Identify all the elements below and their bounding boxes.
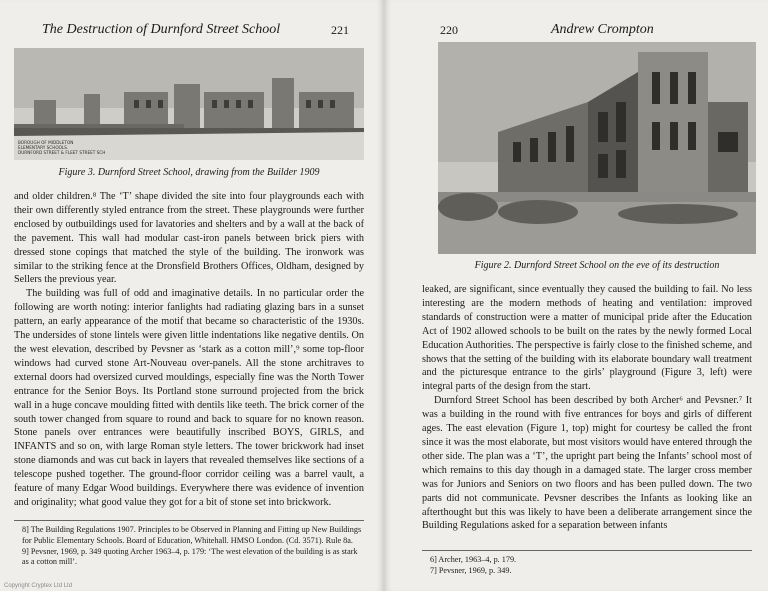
copyright-credit: Copyright Cryptex Ltd Ltd bbox=[4, 583, 73, 589]
figure-2-photo bbox=[438, 42, 756, 254]
right-paragraph-1: leaked, are significant, since eventually they caused the building to fail. No less interesting are the modern methods of heating and ventilation: improved standards of construction were a matter of municipal pride after the Education Act of 1902 allowed schools to be built on the rates by the newly formed Local Education Authorities. The perspective is fairly close to the finished scheme, and shows that the setting of the building with its elaborate boundary wall treatment and the picturesque entrance to the girls’ playground (Figure 3, left) were integral parts of the design from the start. bbox=[422, 284, 752, 393]
left-paragraph-1: and older children.⁸ The ‘T’ shape divided the site into four playgrounds each with their own differently styled entrance from the street. These playgrounds were further enclosed by outbuildings used for lavatories and shelters and by a wall at the back of the pavement. This wall had modular cast-iron panels between brick piers with dressed stone copings that matched the style of the building. The ironwork was similar to the striking fence at the Dronsfield Brothers Offices, Oldham, designed by Sellers the previous year. bbox=[14, 191, 364, 286]
drawing-plate-text: BOROUGH OF MIDDLETON ELEMENTARY SCHOOLS. DURNFORD STREET & FLEET STREET SCH bbox=[18, 140, 106, 155]
left-footnotes bbox=[14, 520, 364, 568]
left-page-number: 221 bbox=[331, 23, 349, 37]
figure-3-caption: Figure 3. Durnford Street School, drawing from the Builder 1909 bbox=[58, 167, 320, 178]
right-page-number: 220 bbox=[440, 23, 458, 37]
right-running-head: Andrew Crompton bbox=[551, 22, 654, 37]
left-paragraph-2: The building was full of odd and imaginative details. In no particular order the following are worth noting: interior fanlights had radiating glazing bars in a sunset pattern, an early appearance of the motif that became so characteristic of the 1930s. The undersides of stone lintels were given little indentations like negative dentils. On the west elevation, described by Pevsner as ‘stark as a cotton mill’,⁹ some top-floor windows had curved stone Art-Nouveau over-panels. All the stone architraves to external doors had oversized curved mouldings, especially fine was the North Tower entrance for the Senior Boys. Its Portland stone surround projected from the brick wall in a huge concave moulding fitted with dentils like teeth. The brick corner of the south tower changed from square to round and back to square for no known reason. Stone panels over entrances were beautifully inscribed BOYS, GIRLS, and INFANTS and so on, with large Roman style letters. The tower brickwork had inset stone diamonds and was cut back in layers that revealed themselves like sections of a telescope pushed together. The ground-floor corridor ceiling was a barrel vault, a feature of many Edgar Wood buildings. Everywhere there was evidence of invention and originality; what good value they got for a bit of stone set into brickwork. bbox=[14, 288, 364, 508]
footnote-9: 9] Pevsner, 1969, p. 349 quoting Archer 1963–4, p. 179: ‘The west elevation of the building is as stark as a cotton mill’. bbox=[22, 546, 358, 567]
figure-2-caption: Figure 2. Durnford Street School on the eve of its destruction bbox=[474, 260, 720, 271]
right-page bbox=[384, 0, 768, 591]
right-footnotes bbox=[422, 550, 752, 577]
left-running-head: The Destruction of Durnford Street School bbox=[42, 22, 281, 37]
footnote-6: 6] Archer, 1963–4, p. 179. bbox=[430, 555, 517, 564]
footnote-8: 8] The Building Regulations 1907. Principles to be Observed in Planning and Fitting up New Buildings for Public Elementary Schools. Board of Education, Whitehall. HMSO London. (Cd. 3571). Rule 8a. bbox=[22, 525, 362, 545]
school-photo-illustration bbox=[438, 42, 756, 254]
right-paragraph-2: Durnford Street School has been described by both Archer⁶ and Pevsner.⁷ It was a building in the round with five entrances for boys and girls of different ages. The east elevation (Figure 1, top) might for courtesy be called the front since it was the most elaborate, but most visitors would have entered through the other side. The plan was a ‘T’, the upright part being the Infants’ school most of which remains to this day though in a damaged state. The larger cross member was for Juniors and Seniors on two floors and has been pulled down. The two parts did not communicate. Pevsner describes the Infants as looking like an afterthought but this was likely to have been a deliberate arrangement since the Building Regulations asked for a separation between infants bbox=[422, 395, 752, 532]
right-body-text bbox=[422, 283, 752, 533]
footnote-7: 7] Pevsner, 1969, p. 349. bbox=[430, 565, 512, 575]
left-body-text bbox=[14, 190, 364, 510]
figure-3-drawing bbox=[14, 48, 364, 160]
